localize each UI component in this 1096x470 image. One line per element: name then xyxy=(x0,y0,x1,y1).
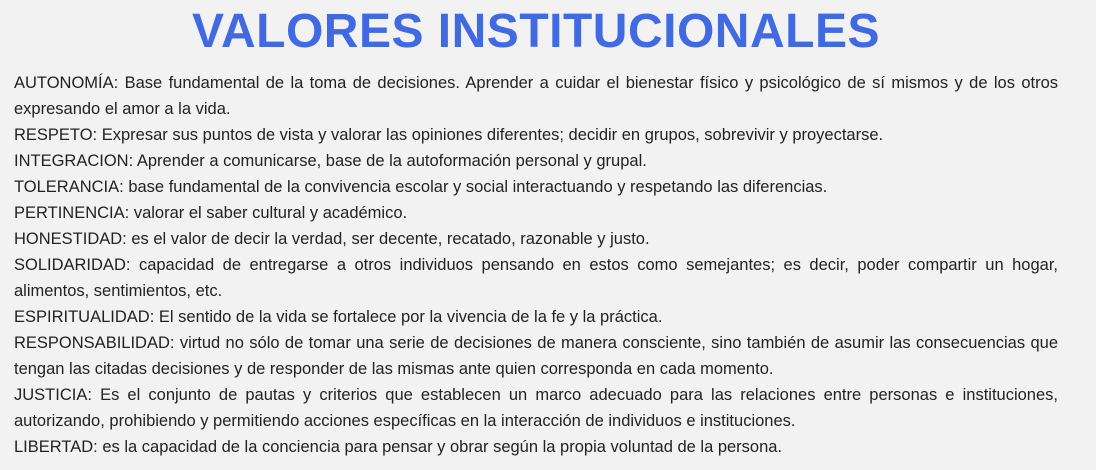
value-name: RESPONSABILIDAD: xyxy=(14,334,175,352)
value-name: SOLIDARIDAD: xyxy=(14,256,131,274)
value-description: capacidad de entregarse a otros individuos pensando en estos como semejantes; es decir, poder compartir un hogar, alimentos, sentimientos, etc. xyxy=(14,256,1058,300)
value-name: TOLERANCIA: xyxy=(14,178,124,196)
value-name: AUTONOMÍA: xyxy=(14,74,119,92)
value-item-honestidad xyxy=(14,226,1058,252)
value-item-tolerancia xyxy=(14,174,1058,200)
value-name: JUSTICIA: xyxy=(14,386,92,404)
value-name: RESPETO: xyxy=(14,126,98,144)
value-name: HONESTIDAD: xyxy=(14,230,127,248)
value-description: Es el conjunto de pautas y criterios que establecen un marco adecuado para las relaciones entre personas e instituciones, autorizando, prohibiendo y permitiendo acciones específicas en la interacción de individuos e instituciones. xyxy=(14,386,1058,430)
value-description: Expresar sus puntos de vista y valorar las opiniones diferentes; decidir en grupos, sobrevivir y proyectarse. xyxy=(101,126,884,144)
value-name: ESPIRITUALIDAD: xyxy=(14,308,155,326)
value-item-solidaridad xyxy=(14,252,1058,304)
value-description: virtud no sólo de tomar una serie de decisiones de manera consciente, sino también de asumir las consecuencias que tengan las citadas decisiones y de responder de las mismas ante quien corresponda en cada momento. xyxy=(14,334,1058,378)
value-item-integracion xyxy=(14,148,1058,174)
value-description: base fundamental de la convivencia escolar y social interactuando y respetando las diferencias. xyxy=(128,178,828,196)
value-name: INTEGRACION: xyxy=(14,152,134,170)
value-item-libertad xyxy=(14,434,1058,460)
value-description: El sentido de la vida se fortalece por la vivencia de la fe y la práctica. xyxy=(158,308,663,326)
value-item-respeto xyxy=(14,122,1058,148)
value-name: PERTINENCIA: xyxy=(14,204,130,222)
value-description: valorar el saber cultural y académico. xyxy=(133,204,408,222)
value-description: Aprender a comunicarse, base de la autoformación personal y grupal. xyxy=(136,152,647,170)
value-description: Base fundamental de la toma de decisiones. Aprender a cuidar el bienestar físico y psicológico de sí mismos y de los otros expresando el amor a la vida. xyxy=(14,74,1058,118)
value-item-espiritualidad xyxy=(14,304,1058,330)
value-name: LIBERTAD: xyxy=(14,438,98,456)
value-description: es la capacidad de la conciencia para pensar y obrar según la propia voluntad de la persona. xyxy=(102,438,783,456)
values-list xyxy=(14,70,1058,460)
value-item-pertinencia xyxy=(14,200,1058,226)
value-item-justicia xyxy=(14,382,1058,434)
page-title: VALORES INSTITUCIONALES xyxy=(192,5,880,58)
value-description: es el valor de decir la verdad, ser decente, recatado, razonable y justo. xyxy=(131,230,650,248)
value-item-autonomia xyxy=(14,70,1058,122)
value-item-responsabilidad xyxy=(14,330,1058,382)
